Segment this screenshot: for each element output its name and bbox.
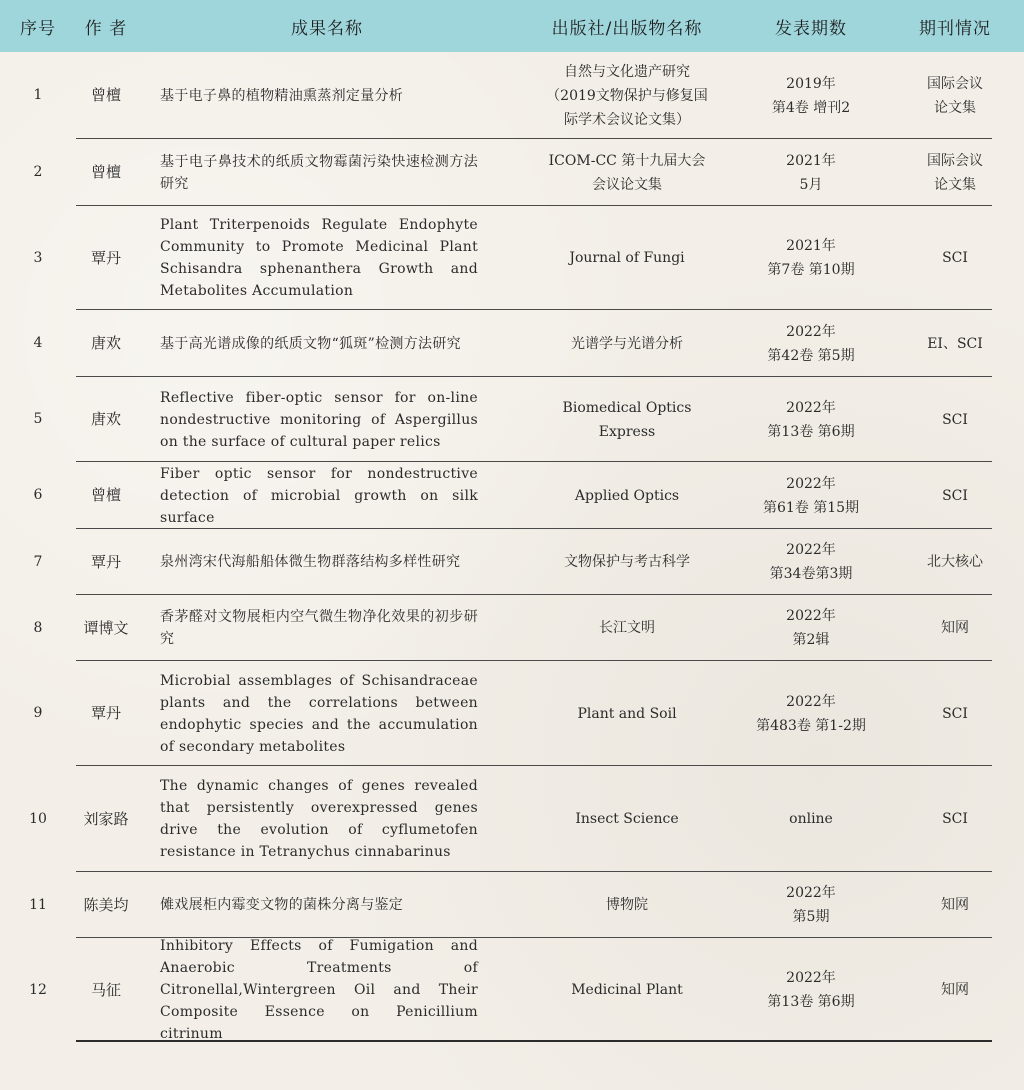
row-publisher: 自然与文化遗产研究 （2019文物保护与修复国 际学术会议论文集） bbox=[546, 63, 708, 128]
row-journal-type: 北大核心 bbox=[927, 554, 983, 570]
header-journal-type: 期刊情况 bbox=[919, 18, 991, 39]
table-row bbox=[0, 206, 1024, 310]
row-issue: 2021年 第7卷 第10期 bbox=[767, 238, 855, 278]
row-publisher: Journal of Fungi bbox=[569, 250, 685, 266]
row-author: 曾檀 bbox=[90, 486, 121, 504]
table-row bbox=[0, 52, 1024, 139]
row-publisher: Medicinal Plant bbox=[571, 982, 683, 998]
row-author: 覃丹 bbox=[90, 248, 121, 267]
header-author: 作 者 bbox=[84, 18, 128, 39]
row-journal-type: EI、SCI bbox=[927, 335, 983, 352]
row-index: 12 bbox=[29, 981, 47, 998]
header-index: 序号 bbox=[20, 18, 56, 39]
row-journal-type: SCI bbox=[942, 487, 968, 504]
table-row bbox=[0, 661, 1024, 766]
table-header bbox=[0, 0, 1024, 52]
row-author: 唐欢 bbox=[90, 334, 121, 352]
row-title: 泉州湾宋代海船船体微生物群落结构多样性研究 bbox=[160, 554, 461, 570]
header-publisher: 出版社/出版物名称 bbox=[551, 18, 703, 39]
table-row bbox=[0, 766, 1024, 872]
row-index: 6 bbox=[33, 487, 43, 503]
row-issue: 2022年 第13卷 第6期 bbox=[767, 970, 855, 1010]
row-publisher: 博物院 bbox=[606, 897, 648, 913]
row-issue: 2022年 第483卷 第1-2期 bbox=[756, 693, 866, 734]
table-body bbox=[0, 52, 1024, 1042]
row-index: 9 bbox=[33, 705, 43, 721]
row-journal-type: SCI bbox=[942, 411, 968, 428]
row-title: The dynamic changes of genes revealed that persistently overexpressed genes drive the evolution of cyflumetofen resistance in Tetranychus cinnabarinus bbox=[160, 778, 478, 860]
row-journal-type: 知网 bbox=[941, 897, 969, 913]
row-index: 3 bbox=[33, 249, 43, 266]
table-row bbox=[0, 595, 1024, 661]
row-index: 2 bbox=[33, 164, 43, 180]
row-issue: 2022年 第13卷 第6期 bbox=[767, 399, 855, 440]
row-issue: 2022年 第34卷第3期 bbox=[769, 542, 853, 582]
row-author: 唐欢 bbox=[90, 410, 121, 428]
row-title: Inhibitory Effects of Fumigation and Anaerobic Treatments of Citronellal,Wintergreen Oil and Their Composite Essence on Penicillium citrinum bbox=[160, 938, 478, 1042]
row-title: Fiber optic sensor for nondestructive detection of microbial growth on silk surface bbox=[160, 465, 478, 526]
row-index: 5 bbox=[33, 411, 43, 427]
row-title: 傩戏展柜内霉变文物的菌株分离与鉴定 bbox=[160, 897, 404, 913]
row-title: 基于电子鼻技术的纸质文物霉菌污染快速检测方法研究 bbox=[160, 153, 478, 192]
row-author: 谭博文 bbox=[83, 618, 129, 637]
row-journal-type: 国际会议 论文集 bbox=[927, 75, 983, 116]
table-row bbox=[0, 377, 1024, 462]
row-index: 4 bbox=[33, 335, 43, 351]
row-journal-type: 知网 bbox=[941, 982, 969, 998]
row-publisher: 文物保护与考古科学 bbox=[564, 554, 690, 570]
row-issue: 2022年 第42卷 第5期 bbox=[767, 323, 855, 364]
row-journal-type: SCI bbox=[942, 250, 968, 266]
row-index: 7 bbox=[33, 553, 43, 570]
row-author: 覃丹 bbox=[90, 704, 121, 722]
row-index: 1 bbox=[33, 87, 43, 103]
row-issue: 2022年 第5期 bbox=[786, 885, 836, 925]
row-author: 刘家路 bbox=[83, 809, 129, 828]
row-publisher: ICOM-CC 第十九届大会 会议论文集 bbox=[548, 152, 706, 193]
row-journal-type: SCI bbox=[942, 811, 968, 827]
row-issue: 2019年 第4卷 增刊2 bbox=[771, 75, 851, 116]
row-publisher: Plant and Soil bbox=[577, 705, 677, 722]
table-row bbox=[0, 529, 1024, 595]
table-row bbox=[0, 139, 1024, 206]
row-issue: 2022年 第2辑 bbox=[786, 608, 836, 648]
row-issue: online bbox=[789, 811, 833, 827]
row-journal-type: 知网 bbox=[941, 620, 969, 636]
row-publisher: 光谱学与光谱分析 bbox=[571, 335, 683, 352]
header-title: 成果名称 bbox=[291, 18, 363, 39]
row-author: 马征 bbox=[90, 980, 121, 999]
row-author: 覃丹 bbox=[90, 552, 121, 571]
row-author: 陈美均 bbox=[83, 895, 129, 914]
row-index: 8 bbox=[33, 619, 43, 636]
table-row bbox=[0, 462, 1024, 529]
table-row bbox=[0, 872, 1024, 938]
row-publisher: Applied Optics bbox=[574, 487, 680, 504]
row-title: Microbial assemblages of Schisandraceae plants and the correlations between endophytic species and the accumulation of secondary metabolites bbox=[160, 672, 478, 755]
row-issue: 2022年 第61卷 第15期 bbox=[762, 475, 860, 516]
row-title: 基于高光谱成像的纸质文物“狐斑”检测方法研究 bbox=[160, 335, 461, 352]
table-row bbox=[0, 938, 1024, 1042]
row-title: 香茅醛对文物展柜内空气微生物净化效果的初步研究 bbox=[160, 609, 478, 647]
row-author: 曾檀 bbox=[90, 86, 121, 104]
row-issue: 2021年 5月 bbox=[786, 152, 836, 193]
row-author: 曾檀 bbox=[90, 163, 121, 181]
row-journal-type: 国际会议 论文集 bbox=[927, 152, 983, 193]
row-publisher: Insect Science bbox=[575, 811, 679, 827]
row-publisher: 长江文明 bbox=[599, 620, 655, 636]
row-index: 10 bbox=[29, 810, 47, 827]
table-row bbox=[0, 310, 1024, 377]
row-title: Reflective fiber-optic sensor for on-line nondestructive monitoring of Aspergillus on the surface of cultural paper relics bbox=[160, 389, 478, 450]
row-index: 11 bbox=[29, 896, 47, 913]
row-title: 基于电子鼻的植物精油熏蒸剂定量分析 bbox=[160, 87, 404, 104]
row-title: Plant Triterpenoids Regulate Endophyte Community to Promote Medicinal Plant Schisandra sphenanthera Growth and Metabolites Accumulation bbox=[160, 217, 478, 299]
header-issue: 发表期数 bbox=[775, 18, 847, 39]
row-journal-type: SCI bbox=[942, 705, 968, 722]
row-publisher: Biomedical Optics Express bbox=[562, 399, 692, 440]
